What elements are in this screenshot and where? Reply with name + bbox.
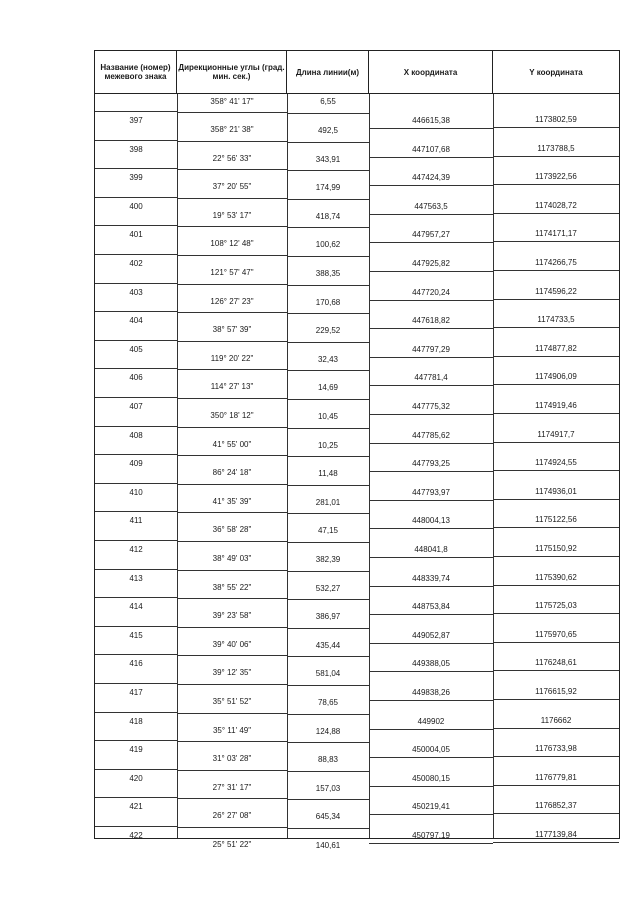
row-rule-x [369,414,493,415]
row-rule-y [493,213,619,214]
row-rule-angle [177,770,287,771]
row-rule-angle [177,226,287,227]
row-rule-angle [177,627,287,628]
row-rule-length [287,170,369,171]
y-coordinate: 1175725,03 [535,601,577,611]
row-rule-angle [177,369,287,370]
y-coordinate: 1175970,65 [535,629,577,639]
segment-length: 435,44 [315,640,341,650]
point-name: 419 [129,745,143,755]
row-rule-name [95,683,177,684]
point-name: 397 [129,116,143,125]
row-rule-y [493,585,619,586]
segment-angle: 121° 57' 47" [210,268,254,277]
point-name: 404 [129,316,143,326]
y-coordinate: 1176615,92 [535,687,577,696]
y-coordinate: 1174733,5 [537,315,575,325]
point-name: 412 [129,545,143,554]
x-coordinate: 449388,05 [412,659,450,669]
segment-angle: 86° 24' 18" [212,468,252,478]
segment-angle: 19° 53' 17" [212,210,252,220]
point-name: 409 [129,459,143,469]
row-rule-y [493,527,619,528]
x-coordinate: 447618,82 [412,316,450,326]
row-rule-y [493,556,619,557]
header-length: Длина линии(м) [287,51,369,93]
row-rule-x [369,157,493,158]
point-name: 403 [129,287,143,297]
segment-angle: 22° 56' 33" [212,153,252,163]
header-angle: Дирекционные углы (град. мин. сек.) [177,51,287,93]
y-coordinate: 1175150,92 [535,544,577,553]
row-rule-x [369,786,493,787]
row-rule-length [287,113,369,114]
segment-length: 124,88 [315,726,341,736]
row-rule-length [287,628,369,629]
row-rule-angle [177,827,287,828]
row-rule-name [95,797,177,798]
table-header [94,50,620,94]
y-coordinate: 1176248,61 [535,658,577,668]
point-name: 408 [129,430,143,440]
header-y: Y координата [529,67,583,77]
row-rule-angle [177,798,287,799]
segment-angle: 36° 58' 28" [212,525,252,535]
row-rule-x [369,671,493,672]
segment-length: 174,99 [315,183,341,193]
x-coordinate: 447793,97 [412,487,450,497]
row-rule-angle [177,141,287,142]
row-rule-name [95,283,177,284]
y-coordinate: 1173922,56 [535,172,577,182]
segment-angle: 39° 23' 58" [212,611,252,621]
row-rule-angle [177,541,287,542]
row-rule-x [369,586,493,587]
segment-angle: 37° 20' 55" [212,182,252,192]
row-rule-name [95,712,177,713]
row-rule-name [95,654,177,655]
row-rule-length [287,542,369,543]
x-coordinate: 450004,05 [412,745,450,755]
point-name: 420 [129,773,143,783]
row-rule-name [95,569,177,570]
segment-length: 88,83 [317,755,339,765]
row-rule-x [369,271,493,272]
y-coordinate: 1174596,22 [535,286,577,296]
point-name: 422 [129,831,143,840]
segment-length: 343,91 [315,154,341,164]
segment-length: 532,27 [315,583,341,593]
y-coordinate: 1173788,5 [537,143,575,153]
x-coordinate: 446615,38 [412,116,450,125]
x-coordinate: 450797,19 [412,831,450,840]
row-rule-length [287,656,369,657]
row-rule-name [95,111,177,112]
y-coordinate: 1176662 [540,715,572,725]
x-coordinate: 447793,25 [412,459,450,469]
x-coordinate: 447563,5 [414,201,448,211]
row-rule-angle [177,570,287,571]
segment-length: 14,69 [317,383,339,393]
x-coordinate: 447107,68 [412,144,450,154]
segment-angle: 26° 27' 08" [212,811,252,821]
segment-angle: 25° 51' 22" [212,840,252,849]
row-rule-length [287,399,369,400]
y-coordinate: 1174917,7 [537,429,575,439]
row-rule-name [95,368,177,369]
row-rule-angle [177,312,287,313]
row-rule-y [493,470,619,471]
point-name: 411 [129,516,143,526]
point-name: 401 [129,230,143,240]
row-rule-name [95,540,177,541]
row-rule-name [95,740,177,741]
x-coordinate: 449902 [417,716,445,726]
x-coordinate: 448753,84 [412,602,450,612]
point-name: 415 [129,630,143,640]
x-coordinate: 447785,62 [412,430,450,440]
y-coordinate: 1174171,17 [535,229,577,239]
row-rule-y [493,442,619,443]
row-rule-y [493,842,619,843]
segment-length: 11,48 [318,469,338,479]
row-rule-length [287,799,369,800]
row-rule-y [493,699,619,700]
row-rule-y [493,356,619,357]
x-coordinate: 448041,8 [414,545,448,554]
row-rule-length [287,685,369,686]
row-rule-length [287,142,369,143]
row-rule-length [287,456,369,457]
row-rule-y [493,499,619,500]
row-rule-angle [177,713,287,714]
segment-angle: 119° 20' 22" [210,353,254,363]
row-rule-x [369,214,493,215]
row-rule-x [369,357,493,358]
row-rule-x [369,500,493,501]
row-rule-angle [177,655,287,656]
segment-length: 157,03 [315,783,341,793]
y-coordinate: 1174924,55 [535,458,577,468]
row-rule-name [95,225,177,226]
row-rule-angle [177,512,287,513]
segment-length: 10,25 [317,440,339,450]
y-coordinate: 1175122,56 [535,515,577,525]
segment-length: 418,74 [315,211,341,221]
row-rule-y [493,327,619,328]
row-rule-y [493,413,619,414]
row-rule-x [369,128,493,129]
row-rule-x [369,328,493,329]
row-rule-length [287,285,369,286]
row-rule-x [369,242,493,243]
x-coordinate: 449052,87 [412,630,450,640]
segment-angle: 39° 12' 35" [212,668,252,678]
row-rule-x [369,185,493,186]
segment-length: 32,43 [317,354,339,364]
row-rule-length [287,714,369,715]
row-rule-y [493,756,619,757]
row-rule-name [95,826,177,827]
row-rule-angle [177,484,287,485]
first-segment-angle: 358° 41' 17" [210,97,254,106]
y-coordinate: 1176779,81 [535,772,577,782]
row-rule-x [369,757,493,758]
point-name: 414 [129,602,143,612]
segment-length: 78,65 [317,698,339,707]
row-rule-y [493,384,619,385]
row-rule-name [95,511,177,512]
point-name: 413 [129,573,143,583]
row-rule-y [493,613,619,614]
row-rule-length [287,227,369,228]
y-coordinate: 1174028,72 [535,200,577,210]
segment-length: 581,04 [315,669,341,679]
row-rule-angle [177,427,287,428]
row-rule-length [287,342,369,343]
segment-angle: 38° 55' 22" [212,582,252,592]
row-rule-angle [177,455,287,456]
point-name: 417 [129,688,143,697]
segment-angle: 126° 27' 23" [210,296,254,306]
row-rule-angle [177,112,287,113]
row-rule-length [287,485,369,486]
point-name: 400 [129,201,143,211]
table-row [95,821,619,855]
row-rule-x [369,557,493,558]
segment-length: 386,97 [315,612,341,622]
row-rule-name [95,340,177,341]
header-x: X координата [369,51,493,93]
segment-angle: 31° 03' 28" [212,754,252,764]
segment-angle: 38° 57' 39" [212,325,252,335]
row-rule-length [287,199,369,200]
point-name: 410 [129,487,143,497]
row-rule-name [95,254,177,255]
row-rule-name [95,597,177,598]
segment-angle: 38° 49' 03" [212,554,252,563]
y-coordinate: 1176852,37 [535,801,577,811]
row-rule-name [95,626,177,627]
row-rule-x [369,385,493,386]
row-rule-x [369,300,493,301]
row-rule-length [287,771,369,772]
row-rule-y [493,728,619,729]
segment-angle: 358° 21' 38" [210,125,254,134]
row-rule-name [95,140,177,141]
row-rule-name [95,197,177,198]
row-rule-x [369,700,493,701]
row-rule-angle [177,741,287,742]
row-rule-angle [177,198,287,199]
x-coordinate: 448004,13 [412,516,450,526]
x-coordinate: 448339,74 [412,573,450,583]
row-rule-y [493,127,619,128]
row-rule-x [369,843,493,844]
row-rule-length [287,370,369,371]
segment-angle: 35° 11' 49" [212,725,252,735]
point-name: 421 [129,802,143,812]
row-rule-y [493,270,619,271]
y-coordinate: 1174877,82 [535,343,577,353]
segment-angle: 114° 27' 13" [210,382,254,392]
y-coordinate: 1174266,75 [535,258,577,267]
point-name: 416 [129,659,143,669]
x-coordinate: 450080,15 [412,773,450,783]
segment-angle: 27° 31' 17" [212,782,252,792]
row-rule-x [369,443,493,444]
segment-length: 382,39 [315,555,341,564]
row-rule-length [287,313,369,314]
row-rule-name [95,483,177,484]
row-rule-name [95,426,177,427]
point-name: 402 [129,259,143,268]
segment-angle: 41° 35' 39" [212,496,252,506]
row-rule-name [95,397,177,398]
segment-length: 10,45 [317,412,339,421]
point-name: 406 [129,373,143,383]
row-rule-length [287,256,369,257]
row-rule-angle [177,284,287,285]
x-coordinate: 447424,39 [412,173,450,183]
row-rule-x [369,471,493,472]
x-coordinate: 447797,29 [412,344,450,354]
segment-length: 645,34 [315,812,341,822]
row-rule-y [493,813,619,814]
row-rule-x [369,729,493,730]
row-rule-y [493,670,619,671]
x-coordinate: 447781,4 [414,373,448,383]
segment-length: 388,35 [315,269,341,278]
row-rule-y [493,241,619,242]
point-name: 418 [129,716,143,726]
point-name: 399 [129,173,143,183]
segment-angle: 108° 12' 48" [210,239,254,249]
row-rule-x [369,528,493,529]
row-rule-length [287,571,369,572]
row-rule-name [95,454,177,455]
segment-angle: 39° 40' 06" [212,639,252,649]
row-rule-x [369,814,493,815]
y-coordinate: 1176733,98 [535,744,577,754]
table-body [94,94,620,850]
y-coordinate: 1174919,46 [535,401,577,410]
y-coordinate: 1174936,01 [535,486,577,496]
x-coordinate: 447720,24 [412,287,450,297]
segment-length: 47,15 [317,526,339,536]
row-rule-length [287,428,369,429]
coordinates-table [94,50,620,850]
y-coordinate: 1173802,59 [535,115,577,124]
segment-angle: 41° 55' 00" [212,439,252,449]
segment-length: 100,62 [315,240,341,250]
x-coordinate: 447925,82 [412,259,450,268]
x-coordinate: 447957,27 [412,230,450,240]
row-rule-x [369,643,493,644]
point-name: 407 [129,402,143,411]
segment-length: 229,52 [315,326,341,336]
point-name: 405 [129,344,143,354]
segment-angle: 35° 51' 52" [212,697,252,706]
row-rule-name [95,168,177,169]
row-rule-y [493,642,619,643]
point-name: 398 [129,144,143,154]
row-rule-length [287,513,369,514]
row-rule-angle [177,169,287,170]
x-coordinate: 450219,41 [412,802,450,812]
row-rule-length [287,742,369,743]
row-rule-angle [177,684,287,685]
segment-length: 170,68 [315,297,341,307]
segment-length: 140,61 [315,841,341,850]
y-coordinate: 1177139,84 [535,830,577,839]
row-rule-name [95,769,177,770]
row-rule-y [493,184,619,185]
segment-length: 492,5 [317,126,339,135]
y-coordinate: 1175390,62 [535,572,577,582]
row-rule-y [493,299,619,300]
y-coordinate: 1174906,09 [535,372,577,382]
x-coordinate: 449838,26 [412,688,450,697]
row-rule-x [369,614,493,615]
row-rule-y [493,156,619,157]
row-rule-angle [177,398,287,399]
row-rule-length [287,828,369,829]
segment-angle: 350° 18' 12" [210,411,254,420]
first-segment-length: 6,55 [320,97,336,106]
segment-length: 281,01 [315,497,341,507]
header-name: Название (номер) межевого знака [95,51,177,93]
row-rule-length [287,599,369,600]
x-coordinate: 447775,32 [412,402,450,411]
row-rule-name [95,311,177,312]
row-rule-angle [177,255,287,256]
row-rule-y [493,785,619,786]
row-rule-angle [177,598,287,599]
row-rule-angle [177,341,287,342]
